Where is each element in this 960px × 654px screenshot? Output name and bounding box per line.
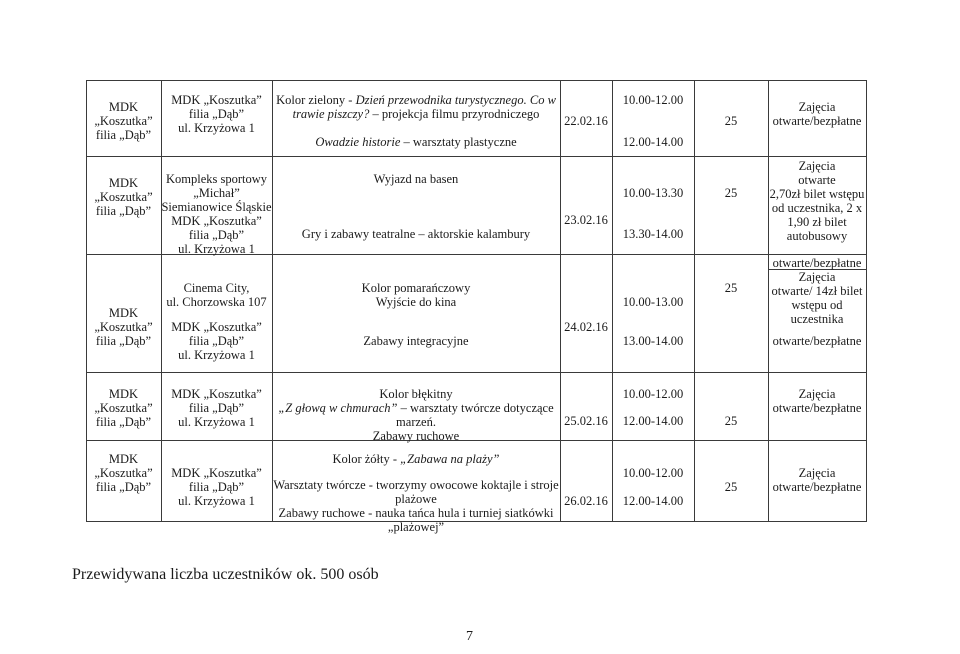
organizer-line: filia „Dąb” bbox=[95, 204, 152, 218]
organizer-line: „Koszutka” bbox=[94, 190, 153, 204]
notes-line: autobusowy bbox=[786, 229, 848, 243]
time-cell bbox=[612, 93, 694, 107]
notes-line: Zajęcia bbox=[798, 466, 836, 480]
activity-title: „Z głową w chmurach” bbox=[278, 401, 398, 415]
activity-line: Kolor błękitny bbox=[379, 387, 453, 401]
activity-line bbox=[272, 401, 560, 415]
participants-cell bbox=[694, 114, 768, 128]
participants-count: 25 bbox=[724, 281, 738, 295]
notes-line: otwarte/bezpłatne bbox=[772, 480, 862, 494]
activity-title: „Zabawa na plaży” bbox=[400, 452, 500, 466]
grid-line bbox=[694, 80, 695, 522]
date-cell bbox=[560, 320, 612, 334]
notes-cell bbox=[768, 270, 866, 326]
activity-line bbox=[272, 107, 560, 121]
date-text: 24.02.16 bbox=[564, 320, 608, 334]
place-line: ul. Krzyżowa 1 bbox=[178, 348, 255, 362]
organizer-line: MDK bbox=[108, 452, 139, 466]
notes-line: otwarte/bezpłatne bbox=[772, 114, 862, 128]
place-line: „Michał” bbox=[193, 186, 240, 200]
notes-line: otwarte bbox=[798, 173, 836, 187]
organizer-cell bbox=[86, 306, 161, 348]
time-text: 10.00-12.00 bbox=[622, 93, 684, 107]
activity-text: – warsztaty plastyczne bbox=[400, 135, 517, 149]
notes-line: uczestnika bbox=[790, 312, 844, 326]
participants-cell bbox=[694, 281, 768, 295]
grid-line bbox=[86, 156, 867, 157]
date-text: 22.02.16 bbox=[564, 114, 608, 128]
activity-text: Kolor zielony - bbox=[276, 93, 356, 107]
activity-line: Gry i zabawy teatralne – aktorskie kalambury bbox=[301, 227, 531, 241]
place-line: filia „Dąb” bbox=[188, 401, 245, 415]
notes-line: wstępu od bbox=[791, 298, 843, 312]
participants-count: 25 bbox=[724, 414, 738, 428]
time-text: 10.00-12.00 bbox=[622, 466, 684, 480]
date-cell bbox=[560, 414, 612, 428]
organizer-cell bbox=[86, 387, 161, 429]
participants-cell bbox=[694, 186, 768, 200]
place-line: ul. Chorzowska 107 bbox=[166, 295, 267, 309]
notes-cell bbox=[768, 387, 866, 415]
place-cell bbox=[161, 93, 272, 135]
place-line: filia „Dąb” bbox=[188, 107, 245, 121]
time-text: 12.00-14.00 bbox=[622, 414, 684, 428]
activity-line: Warsztaty twórcze - tworzymy owocowe koktajle i stroje bbox=[273, 478, 559, 492]
participants-cell bbox=[694, 414, 768, 428]
activity-line: marzeń. bbox=[396, 415, 436, 429]
activity-text: Kolor żółty - bbox=[332, 452, 401, 466]
place-line: ul. Krzyżowa 1 bbox=[178, 415, 255, 429]
organizer-cell bbox=[86, 176, 161, 218]
participants-count: 25 bbox=[724, 480, 738, 494]
organizer-line: filia „Dąb” bbox=[95, 480, 152, 494]
activity-line: Wyjazd na basen bbox=[373, 172, 459, 186]
organizer-line: „Koszutka” bbox=[94, 114, 153, 128]
notes-line: otwarte/ 14zł bilet bbox=[771, 284, 863, 298]
place-line: ul. Krzyżowa 1 bbox=[178, 494, 255, 508]
organizer-line: „Koszutka” bbox=[94, 401, 153, 415]
activity-line: Zabawy ruchowe - nauka tańca hula i turniej siatkówki bbox=[278, 506, 554, 520]
activity-cell bbox=[272, 387, 560, 443]
organizer-line: filia „Dąb” bbox=[95, 128, 152, 142]
time-text: 13.30-14.00 bbox=[622, 227, 684, 241]
notes-line: 2,70zł bilet wstępu bbox=[769, 187, 865, 201]
activity-line: Wyjście do kina bbox=[375, 295, 457, 309]
place-cell bbox=[161, 281, 272, 309]
date-text: 23.02.16 bbox=[564, 213, 608, 227]
activity-title: Owadzie historie bbox=[315, 135, 401, 149]
time-cell bbox=[612, 387, 694, 401]
notes-cell bbox=[768, 256, 866, 270]
place-line: MDK „Koszutka” bbox=[171, 214, 262, 228]
place-line: filia „Dąb” bbox=[188, 334, 245, 348]
grid-line bbox=[86, 80, 867, 81]
organizer-line: MDK bbox=[108, 176, 139, 190]
activity-text: – projekcja filmu przyrodniczego bbox=[369, 107, 540, 121]
time-text: 12.00-14.00 bbox=[622, 494, 684, 508]
activity-line: Zabawy ruchowe bbox=[372, 429, 460, 443]
notes-cell bbox=[768, 100, 866, 128]
place-line: Cinema City, bbox=[183, 281, 250, 295]
place-cell bbox=[161, 466, 272, 508]
activity-cell bbox=[272, 135, 560, 149]
time-text: 10.00-13.30 bbox=[622, 186, 684, 200]
notes-line: od uczestnika, 2 x bbox=[771, 201, 863, 215]
participants-count: 25 bbox=[724, 114, 738, 128]
organizer-line: „Koszutka” bbox=[94, 466, 153, 480]
place-line: MDK „Koszutka” bbox=[171, 320, 262, 334]
participants-cell bbox=[694, 480, 768, 494]
activity-line bbox=[272, 93, 560, 107]
time-text: 10.00-12.00 bbox=[622, 387, 684, 401]
activity-title: Dzień przewodnika turystycznego. Co w bbox=[355, 93, 556, 107]
activity-line: Kolor pomarańczowy bbox=[361, 281, 471, 295]
time-cell bbox=[612, 186, 694, 200]
organizer-line: MDK bbox=[108, 387, 139, 401]
time-cell bbox=[612, 334, 694, 348]
place-line: MDK „Koszutka” bbox=[171, 93, 262, 107]
notes-line: otwarte/bezpłatne bbox=[772, 334, 862, 348]
time-text: 13.00-14.00 bbox=[622, 334, 684, 348]
grid-line bbox=[866, 80, 867, 522]
date-cell bbox=[560, 114, 612, 128]
place-line: MDK „Koszutka” bbox=[171, 387, 262, 401]
page-number: 7 bbox=[466, 629, 473, 644]
activity-cell bbox=[272, 93, 560, 121]
notes-line: Zajęcia bbox=[798, 159, 836, 173]
notes-cell bbox=[768, 159, 866, 243]
notes-cell bbox=[768, 334, 866, 348]
notes-line: Zajęcia bbox=[798, 387, 836, 401]
grid-line bbox=[560, 80, 561, 522]
activity-cell bbox=[272, 452, 560, 534]
activity-title: trawie piszczy? bbox=[292, 107, 370, 121]
place-line: Kompleks sportowy bbox=[165, 172, 268, 186]
time-cell bbox=[612, 135, 694, 149]
organizer-line: MDK bbox=[108, 100, 139, 114]
notes-line: otwarte/bezpłatne bbox=[772, 401, 862, 415]
activity-cell bbox=[272, 334, 560, 348]
organizer-line: MDK bbox=[108, 306, 139, 320]
place-line: Siemianowice Śląskie bbox=[161, 200, 272, 214]
time-cell bbox=[612, 494, 694, 508]
activity-line: „plażowej” bbox=[387, 520, 445, 534]
place-line: ul. Krzyżowa 1 bbox=[178, 121, 255, 135]
notes-cell bbox=[768, 466, 866, 494]
notes-line: otwarte/bezpłatne bbox=[772, 256, 862, 270]
date-text: 25.02.16 bbox=[564, 414, 608, 428]
activity-line: plażowe bbox=[395, 492, 437, 506]
time-text: 12.00-14.00 bbox=[622, 135, 684, 149]
activity-cell bbox=[272, 172, 560, 186]
time-cell bbox=[612, 414, 694, 428]
organizer-cell bbox=[86, 452, 161, 494]
organizer-line: filia „Dąb” bbox=[95, 334, 152, 348]
time-cell bbox=[612, 295, 694, 309]
notes-line: 1,90 zł bilet bbox=[787, 215, 847, 229]
place-line: filia „Dąb” bbox=[188, 228, 245, 242]
date-text: 26.02.16 bbox=[564, 494, 608, 508]
date-cell bbox=[560, 494, 612, 508]
activity-text: – warsztaty twórcze dotyczące bbox=[397, 401, 554, 415]
activity-cell bbox=[272, 281, 560, 309]
notes-line: Zajęcia bbox=[798, 270, 836, 284]
place-line: filia „Dąb” bbox=[188, 480, 245, 494]
organizer-cell bbox=[86, 100, 161, 142]
time-text: 10.00-13.00 bbox=[622, 295, 684, 309]
participants-count: 25 bbox=[724, 186, 738, 200]
activity-line bbox=[272, 135, 560, 149]
time-cell bbox=[612, 466, 694, 480]
place-cell bbox=[161, 172, 272, 256]
time-cell bbox=[612, 227, 694, 241]
activity-line: Zabawy integracyjne bbox=[363, 334, 469, 348]
place-cell bbox=[161, 320, 272, 362]
organizer-line: filia „Dąb” bbox=[95, 415, 152, 429]
activity-line bbox=[272, 452, 560, 466]
grid-line bbox=[86, 372, 867, 373]
activity-cell bbox=[272, 227, 560, 241]
place-line: ul. Krzyżowa 1 bbox=[178, 242, 255, 256]
place-line: MDK „Koszutka” bbox=[171, 466, 262, 480]
notes-line: Zajęcia bbox=[798, 100, 836, 114]
participants-summary: Przewidywana liczba uczestników ok. 500 osób bbox=[72, 566, 379, 583]
date-cell bbox=[560, 213, 612, 227]
place-cell bbox=[161, 387, 272, 429]
organizer-line: „Koszutka” bbox=[94, 320, 153, 334]
